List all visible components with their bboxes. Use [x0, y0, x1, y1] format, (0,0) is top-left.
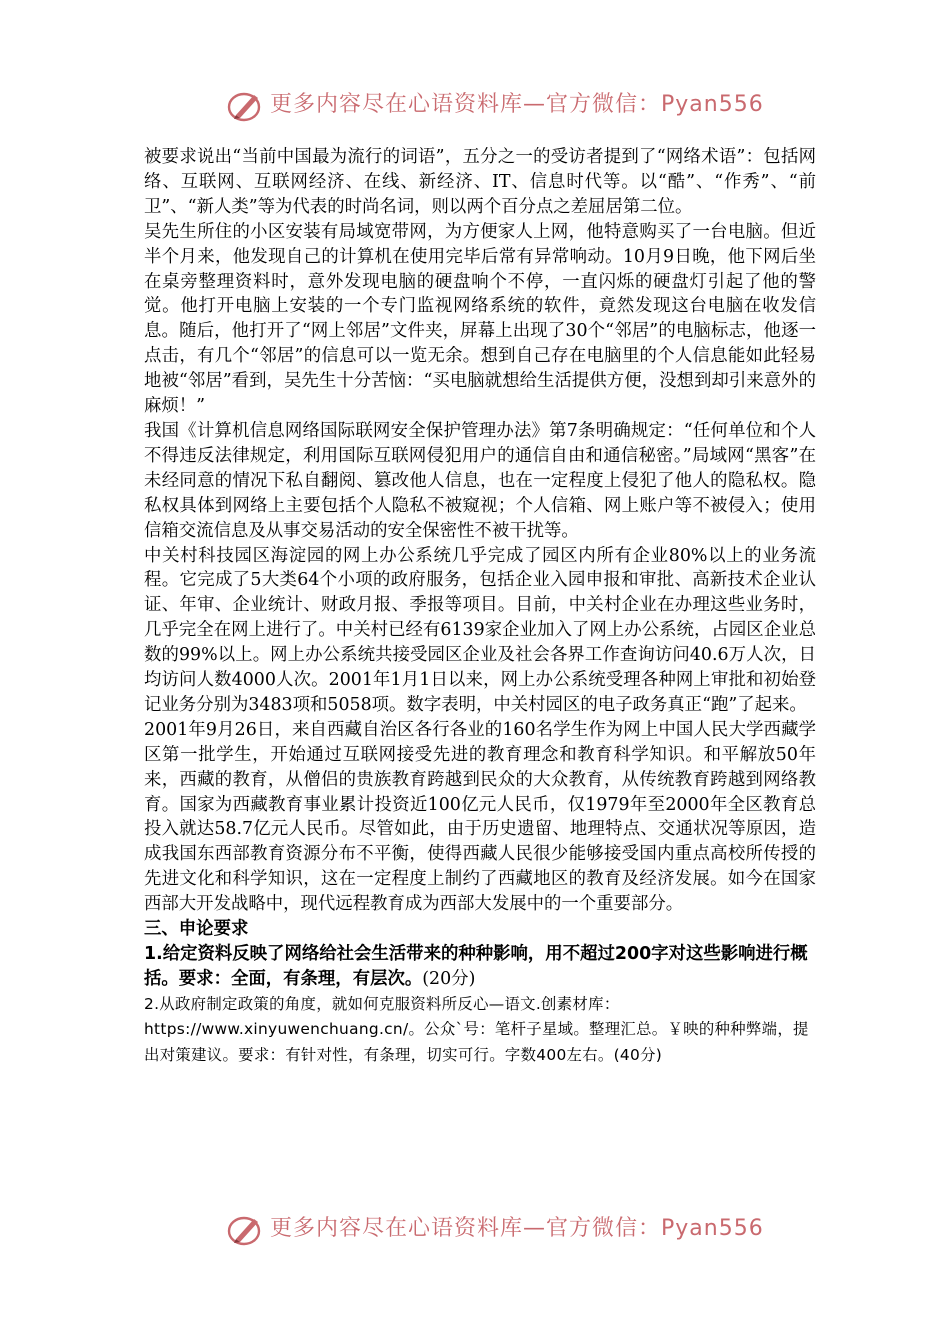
pen-logo-icon [226, 88, 266, 124]
watermark-text: 更多内容尽在心语资料库—官方微信：Pyan556 [270, 1216, 764, 1241]
pen-logo-icon [226, 1212, 266, 1248]
watermark-footer [0, 1210, 950, 1250]
paragraph-popular-terms: 被要求说出“当前中国最为流行的词语”，五分之一的受访者提到了“网络术语”：包括网络、互联网、互联网经济、在线、新经济、IT、信息时代等。以“酷”、“作秀”、“前卫”、“新人类”等为代表的时尚名词，则以两个百分点之差屈居第二位。 [144, 147, 816, 217]
question-2: 2.从政府制定政策的角度，就如何克服资料所反心—语文.创素材库：https://www.xinyuwenchuang.cn/。公众`号：笔杆子星域。整理汇总。￥映的种种弊端，提出对策建议。要求：有针对性，有条理，切实可行。字数400左右。(40分) [144, 994, 809, 1064]
section-heading: 三、申论要求 [144, 919, 249, 940]
question-1 [144, 942, 816, 992]
watermark-text: 更多内容尽在心语资料库—官方微信：Pyan556 [270, 92, 764, 117]
watermark-header [0, 86, 950, 126]
question-1-text: 1.给定资料反映了网络给社会生活带来的种种影响，用不超过200字对这些影响进行概括。要求：全面，有条理，有层次。 [144, 944, 808, 989]
paragraph-regulation: 我国《计算机信息网络国际联网安全保护管理办法》第7条明确规定：“任何单位和个人不得违反法律规定，利用国际互联网侵犯用户的通信自由和通信秘密。”局域网“黑客”在未经同意的情况下私自翻阅、篡改他人信息，也在一定程度上侵犯了他人的隐私权。隐私权具体到网络上主要包括个人隐私不被窥视；个人信箱、网上账户等不被侵入；使用信箱交流信息及从事交易活动的安全保密性不被干扰等。 [144, 420, 816, 541]
question-1-score: (20分) [422, 968, 476, 989]
paragraph-zhongguancun: 中关村科技园区海淀园的网上办公系统几乎完成了园区内所有企业80%以上的业务流程。它完成了5大类64个小项的政府服务，包括企业入园申报和审批、高新技术企业认证、年审、企业统计、财政月报、季报等项目。目前，中关村企业在办理这些业务时，几乎完全在网上进行了。中关村已经有6139家企业加入了网上办公系统，占园区企业总数的99%以上。网上办公系统共接受园区企业及社会各界工作查询访问40.6万人次，日均访问人数4000人次。2001年1月1日以来，网上办公系统受理各种网上审批和初始登记业务分别为3483项和5058项。数字表明，中关村园区的电子政务真正“跑”了起来。 [144, 545, 816, 715]
paragraph-tibet-education: 2001年9月26日，来自西藏自治区各行各业的160名学生作为网上中国人民大学西藏学区第一批学生，开始通过互联网接受先进的教育理念和教育科学知识。和平解放50年来，西藏的教育，从僧侣的贵族教育跨越到民众的大众教育，从传统教育跨越到网络教育。国家为西藏教育事业累计投资近100亿元人民币，仅1979年至2000年全区教育总投入就达58.7亿元人民币。尽管如此，由于历史遗留、地理特点、交通状况等原因，造成我国东西部教育资源分布不平衡，使得西藏人民很少能够接受国内重点高校所传授的先进文化和科学知识，这在一定程度上制约了西藏地区的教育及经济发展。如今在国家西部大开发战略中，现代远程教育成为西部大发展中的一个重要部分。 [144, 719, 816, 915]
paragraph-mr-wu: 吴先生所住的小区安装有局域宽带网，为方便家人上网，他特意购买了一台电脑。但近半个月来，他发现自己的计算机在使用完毕后常有异常响动。10月9日晚，他下网后坐在桌旁整理资料时，意外发现电脑的硬盘响个不停，一直闪烁的硬盘灯引起了他的警觉。他打开电脑上安装的一个专门监视网络系统的软件，竟然发现这台电脑在收发信息。随后，他打开了“网上邻居”文件夹，屏幕上出现了30个“邻居”的电脑标志，他逐一点击，有几个“邻居”的信息可以一览无余。想到自己存在电脑里的个人信息能如此轻易地被“邻居”看到，吴先生十分苦恼：“买电脑就想给生活提供方便，没想到却引来意外的麻烦！” [144, 221, 816, 417]
document-body [144, 145, 816, 1068]
